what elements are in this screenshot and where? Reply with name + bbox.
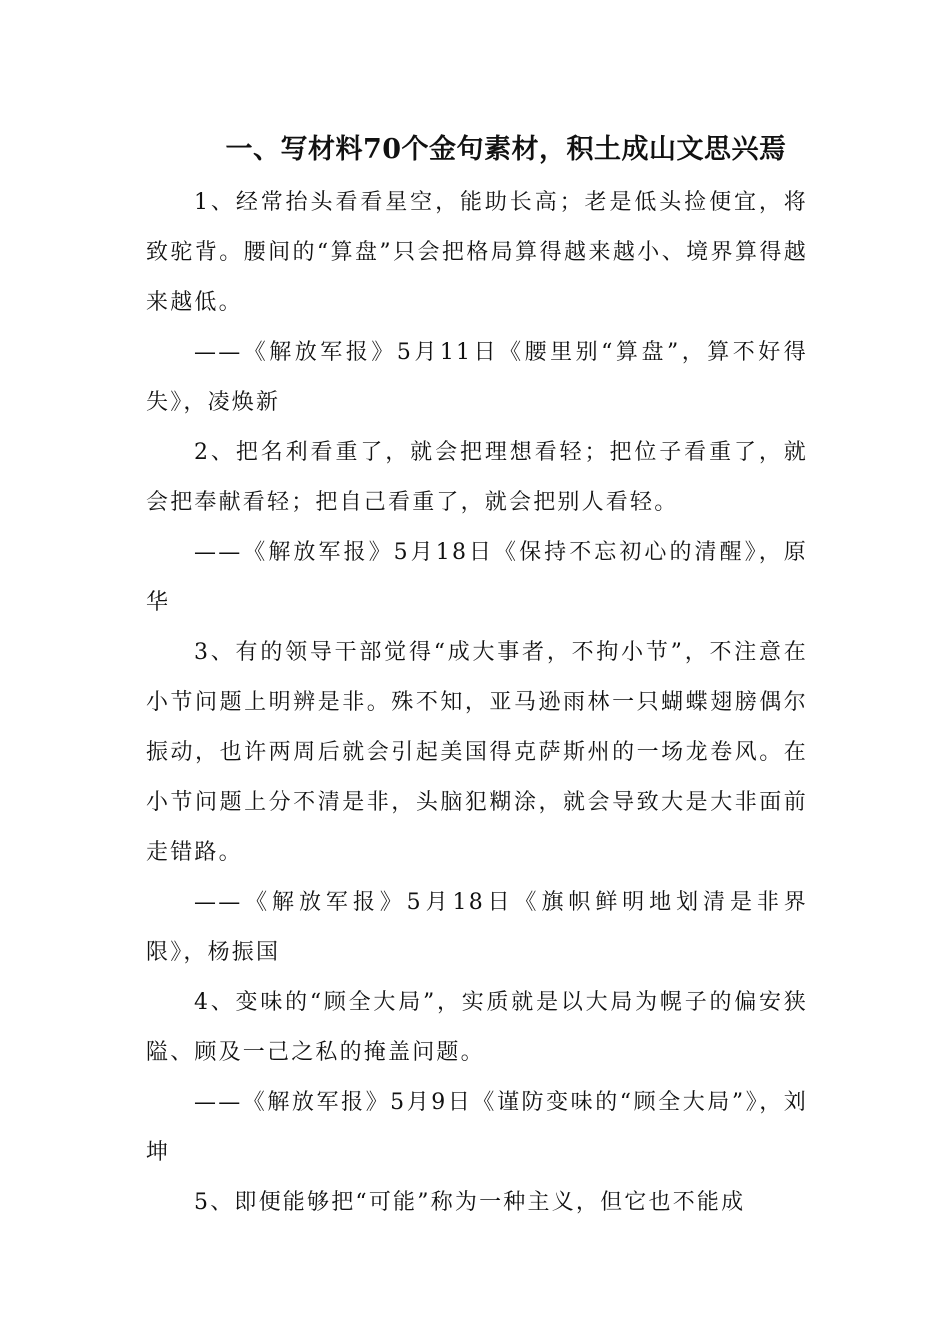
paragraph-1-source: ——《解放军报》5月11日《腰里别“算盘”，算不好得失》，凌焕新 [146,340,808,415]
paragraph-1: 1、经常抬头看看星空，能助长高；老是低头捡便宜，将致驼背。腰间的“算盘”只会把格局算得越来越小、境界算得越来越低。 [146,190,808,315]
paragraph-3: 3、有的领导干部觉得“成大事者，不拘小节”，不注意在小节问题上明辨是非。殊不知，亚马逊雨林一只蝴蝶翅膀偶尔振动，也许两周后就会引起美国得克萨斯州的一场龙卷风。在小节问题上分不清是非，头脑犯糊涂，就会导致大是大非面前走错路。 [146,640,808,865]
paragraph-2-source: ——《解放军报》5月18日《保持不忘初心的清醒》，原华 [146,540,808,615]
document-body [146,178,808,1228]
paragraph-5: 5、即便能够把“可能”称为一种主义，但它也不能成 [194,1190,746,1215]
paragraph-4-source: ——《解放军报》5月9日《谨防变味的“顾全大局”》，刘坤 [146,1090,808,1165]
document-title: 一、写材料70个金句素材，积土成山文思兴焉 [225,134,787,165]
paragraph-2: 2、把名利看重了，就会把理想看轻；把位子看重了，就会把奉献看轻；把自己看重了，就会把别人看轻。 [146,440,808,515]
paragraph-3-source: ——《解放军报》5月18日《旗帜鲜明地划清是非界限》，杨振国 [146,890,808,965]
paragraph-4: 4、变味的“顾全大局”，实质就是以大局为幌子的偏安狭隘、顾及一己之私的掩盖问题。 [146,990,808,1065]
